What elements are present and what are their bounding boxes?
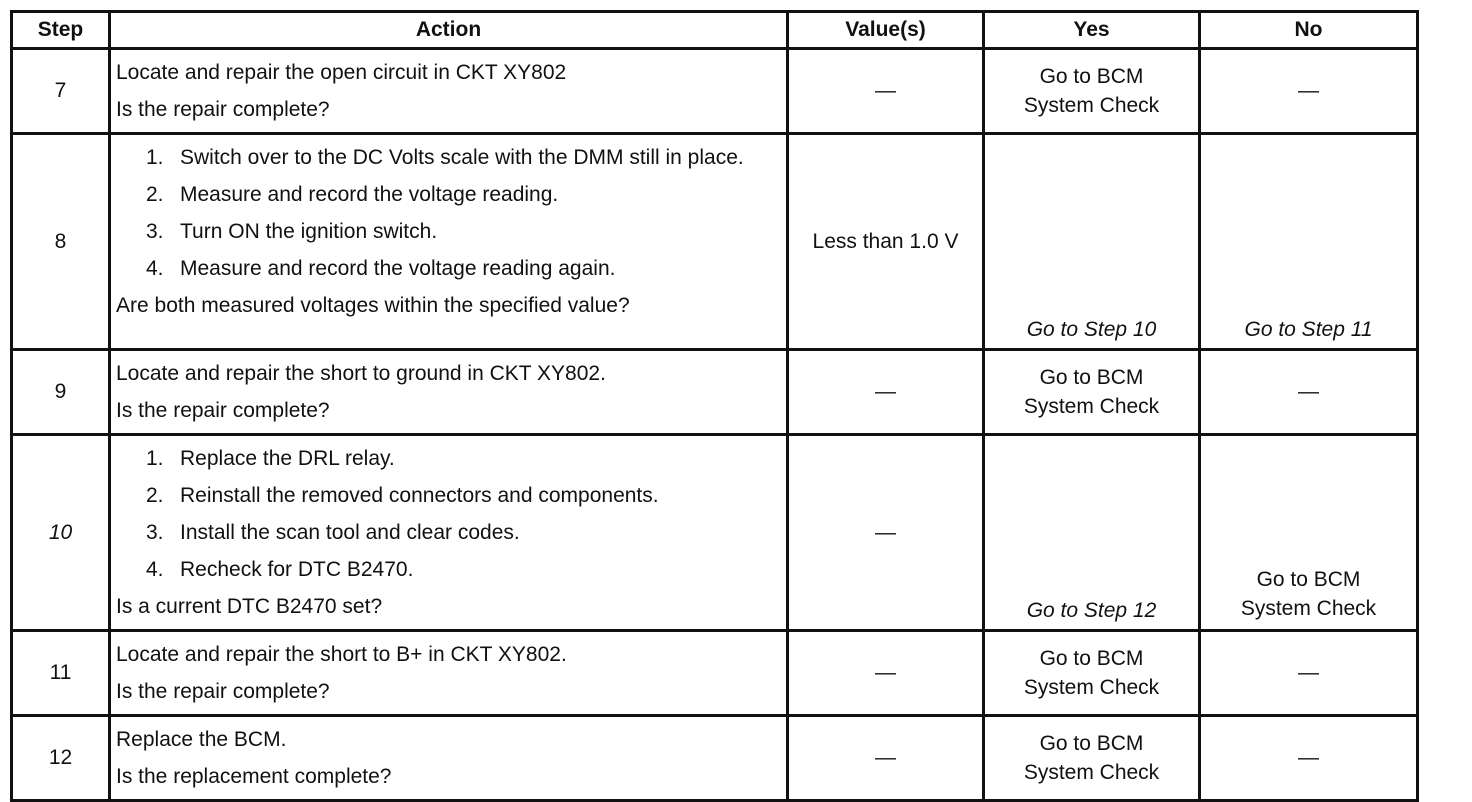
yes-line-1: Go to BCM [1039,366,1144,389]
table-row [12,631,1418,716]
action-question: Is a current DTC B2470 set? [116,595,383,618]
no-cell: — [1200,49,1418,134]
yes-line-2: System Check [1023,395,1160,418]
no-cell [1200,435,1418,631]
yes-line-2: System Check [1023,676,1160,699]
action-question: Is the repair complete? [116,680,330,703]
action-question: Is the repair complete? [116,98,330,121]
header-values: Value(s) [788,12,984,49]
step-number: 12 [12,716,110,801]
yes-line-1: Go to BCM [1039,732,1144,755]
list-item: 4. Measure and record the voltage reading again. [146,257,616,280]
no-cell: — [1200,631,1418,716]
yes-line-1: Go to BCM [1039,647,1144,670]
step-number: 10 [12,435,110,631]
table-row [12,435,1418,631]
no-line-1: Go to BCM [1256,568,1361,591]
action-cell [110,350,788,435]
list-item: 2. Measure and record the voltage reading. [146,183,559,206]
table-row [12,134,1418,350]
action-steps [116,139,781,287]
value-cell: Less than 1.0 V [788,134,984,350]
action-intro: Locate and repair the open circuit in CKT XY802 [116,61,567,84]
value-cell: — [788,435,984,631]
yes-cell [984,350,1200,435]
yes-line-1: Go to BCM [1039,65,1144,88]
action-question: Are both measured voltages within the specified value? [116,294,630,317]
no-line-2: System Check [1240,597,1377,620]
yes-cell: Go to Step 12 [984,435,1200,631]
list-item: 1. Replace the DRL relay. [146,447,395,470]
no-cell: Go to Step 11 [1200,134,1418,350]
yes-cell [984,716,1200,801]
value-cell: — [788,350,984,435]
list-item: 3. Turn ON the ignition switch. [146,220,438,243]
table-row [12,350,1418,435]
value-cell: — [788,631,984,716]
action-question: Is the replacement complete? [116,765,392,788]
action-intro: Locate and repair the short to ground in CKT XY802. [116,362,606,385]
action-cell [110,49,788,134]
header-no: No [1200,12,1418,49]
yes-cell [984,631,1200,716]
step-number: 8 [12,134,110,350]
value-cell: — [788,716,984,801]
list-item: 2. Reinstall the removed connectors and components. [146,484,659,507]
table-row [12,49,1418,134]
list-item: 4. Recheck for DTC B2470. [146,558,414,581]
action-question: Is the repair complete? [116,399,330,422]
no-cell: — [1200,350,1418,435]
action-cell [110,716,788,801]
list-item: 3. Install the scan tool and clear codes. [146,521,520,544]
action-intro: Replace the BCM. [116,728,287,751]
step-number: 7 [12,49,110,134]
action-cell [110,134,788,350]
header-action: Action [110,12,788,49]
diagnostic-table [10,10,1419,802]
header-yes: Yes [984,12,1200,49]
list-item: 1. Switch over to the DC Volts scale with the DMM still in place. [146,146,744,169]
yes-cell [984,49,1200,134]
header-step: Step [12,12,110,49]
action-cell [110,435,788,631]
action-intro: Locate and repair the short to B+ in CKT XY802. [116,643,567,666]
action-steps [116,440,781,588]
no-cell: — [1200,716,1418,801]
yes-line-2: System Check [1023,761,1160,784]
yes-cell: Go to Step 10 [984,134,1200,350]
table-row [12,716,1418,801]
step-number: 11 [12,631,110,716]
action-cell [110,631,788,716]
step-number: 9 [12,350,110,435]
value-cell: — [788,49,984,134]
yes-line-2: System Check [1023,94,1160,117]
header-row [12,12,1418,49]
